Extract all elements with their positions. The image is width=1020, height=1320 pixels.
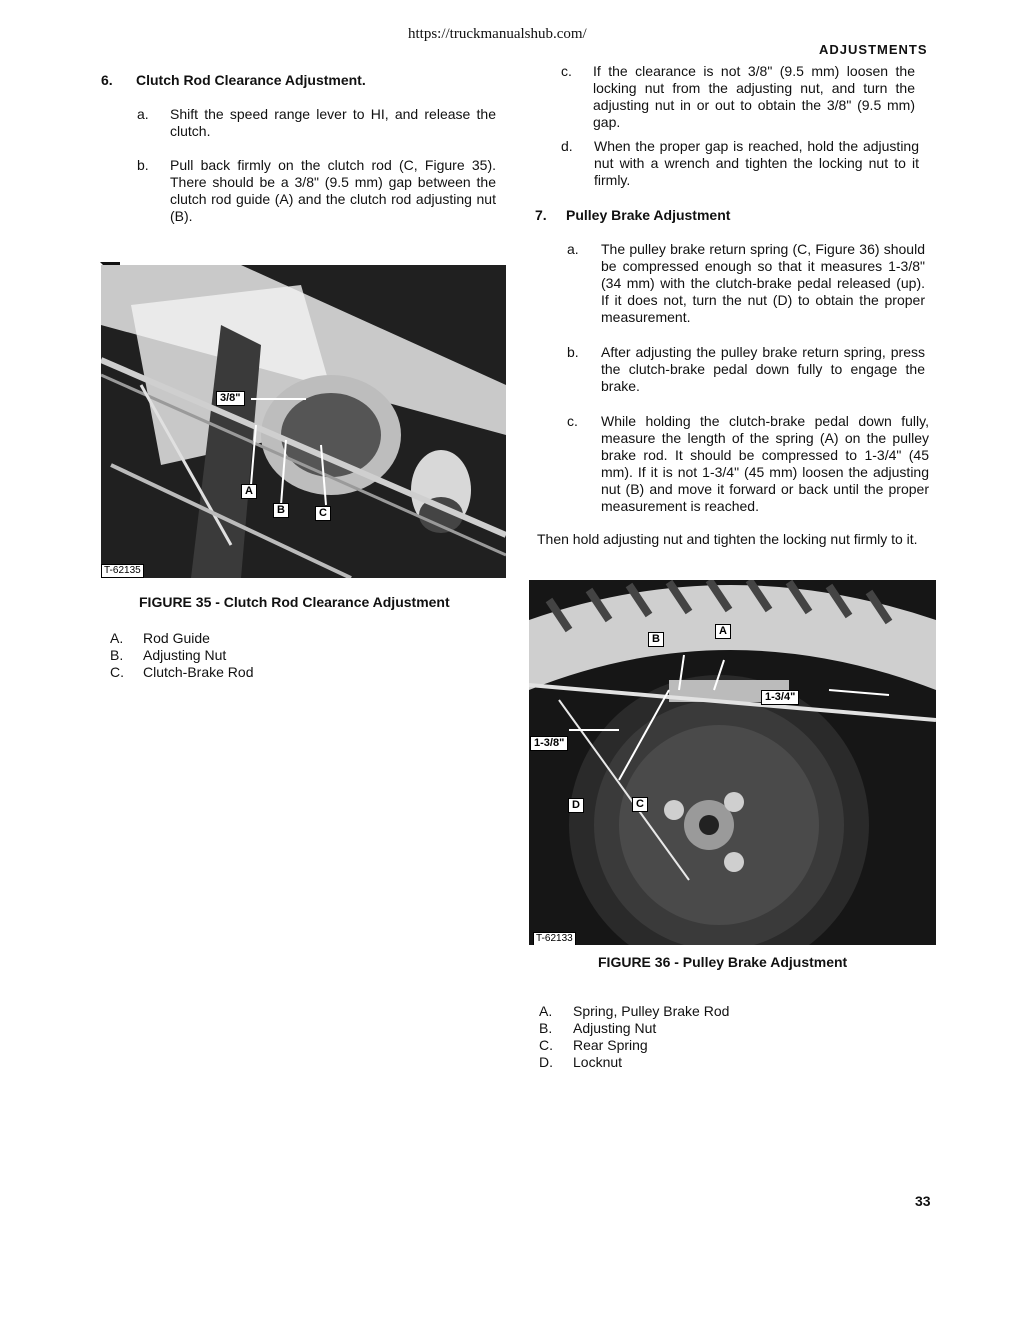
step-d-key: d. (561, 138, 573, 154)
fig35-label-b: B (273, 503, 289, 518)
step-c-text: If the clearance is not 3/8" (9.5 mm) loosen the locking nut from the adjusting nut, and turn the adjusting nut in or out to obtain the 3/8" (9.5 mm) gap. (593, 63, 915, 130)
step-b-text: Pull back firmly on the clutch rod (C, Figure 35). There should be a 3/8" (9.5 mm) gap between the clutch rod guide (A) and the clutch rod adjusting nut (B). (170, 157, 496, 224)
step-a-text: Shift the speed range lever to HI, and release the clutch. (170, 106, 496, 139)
fig36-label-a: A (715, 624, 731, 639)
step-7c-key: c. (567, 413, 578, 429)
fig35-id: T-62135 (101, 564, 144, 578)
step-b-key: b. (137, 157, 149, 173)
step-7b-text: After adjusting the pulley brake return spring, press the clutch-brake pedal down fully to engage the brake. (601, 344, 925, 394)
step-7a-key: a. (567, 241, 579, 257)
step-7a-text: The pulley brake return spring (C, Figure 36) should be compressed enough so that it measures 1-3/8" (34 mm) with the clutch-brake pedal released (up). If it does not, turn the nut (D) to obtain the proper measurement. (601, 241, 925, 325)
section-6-title: Clutch Rod Clearance Adjustment. (136, 72, 366, 88)
fig36-label-dim1: 1-3/4" (761, 690, 799, 705)
fig36-label-b: B (648, 632, 664, 647)
figure-35-caption: FIGURE 35 - Clutch Rod Clearance Adjustment (139, 594, 450, 610)
fig36-label-d: D (568, 798, 584, 813)
fig35-label-a: A (241, 484, 257, 499)
section-7-title: Pulley Brake Adjustment (566, 207, 731, 223)
figure-36-photo (529, 580, 936, 945)
fig36-id: T-62133 (533, 932, 576, 945)
page-number: 33 (915, 1193, 931, 1209)
figure-36-caption: FIGURE 36 - Pulley Brake Adjustment (598, 954, 848, 970)
fig35-label-dim: 3/8" (216, 391, 245, 406)
section-7-number: 7. (535, 207, 547, 223)
then-text: Then hold adjusting nut and tighten the locking nut firmly to it. (537, 531, 918, 547)
step-a-key: a. (137, 106, 149, 122)
step-7c-text: While holding the clutch-brake pedal down fully, measure the length of the spring (A) on the pulley brake rod. It should be compressed to 1-3/4" (45 mm). If it is not 1-3/4" (45 mm) loosen the adjusting nut (B) and move it forward or back until the proper measurement is reached. (601, 413, 929, 514)
figure-35-photo (101, 265, 506, 578)
fig36-label-dim2: 1-3/8" (530, 736, 568, 751)
step-d-text: When the proper gap is reached, hold the adjusting nut with a wrench and tighten the locking nut to it firmly. (594, 138, 919, 188)
source-url: https://truckmanualshub.com/ (408, 26, 587, 42)
fig36-label-c: C (632, 797, 648, 812)
step-c-key: c. (561, 63, 572, 79)
section-6-number: 6. (101, 72, 113, 88)
section-header: ADJUSTMENTS (819, 42, 928, 57)
step-7b-key: b. (567, 344, 579, 360)
fig35-label-c: C (315, 506, 331, 521)
